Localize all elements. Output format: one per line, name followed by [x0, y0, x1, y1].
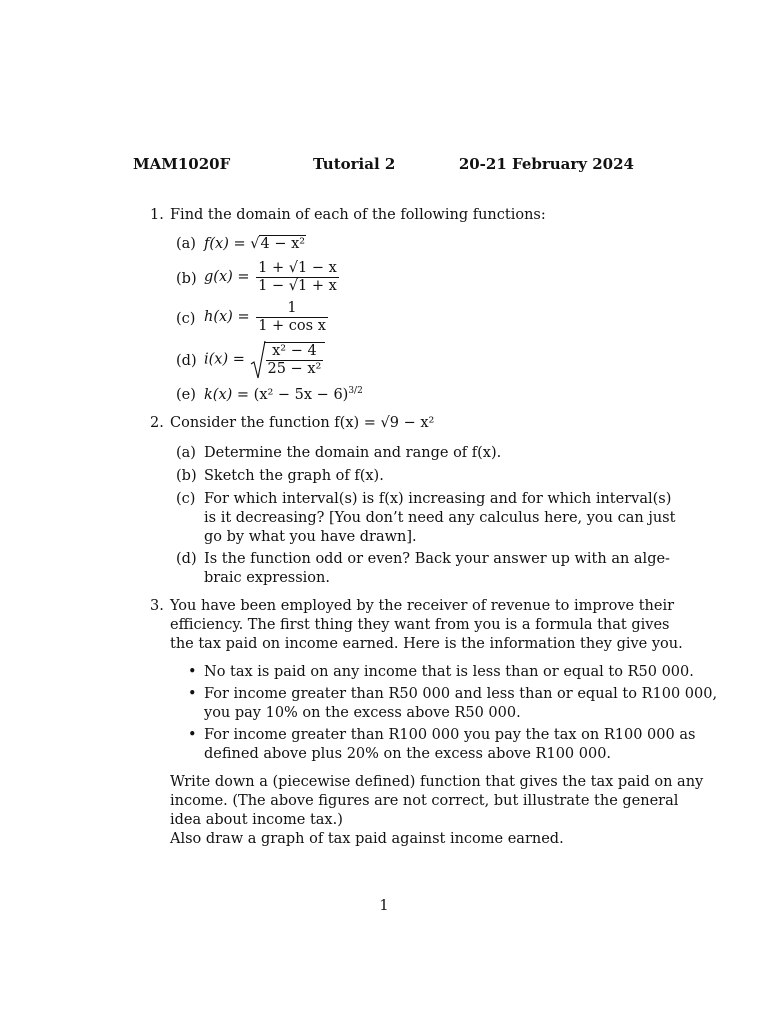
- fraction: [266, 343, 324, 377]
- course-code: MAM1020F: [133, 155, 231, 173]
- denominator: 25 − x²: [267, 360, 322, 377]
- radical-sign: [250, 340, 266, 380]
- function-lhs: h(x) =: [204, 309, 250, 326]
- header: [133, 155, 634, 177]
- function-lhs: f(x) =: [204, 236, 246, 252]
- part-text-line: Is the function odd or even? Back your answer up with an alge-: [204, 551, 670, 567]
- part-label: (b): [176, 468, 197, 484]
- part-label: (b): [176, 271, 197, 287]
- part-label: (a): [176, 236, 196, 252]
- tutorial-date: 20-21 February 2024: [458, 155, 634, 173]
- numerator: x² − 4: [266, 343, 324, 361]
- part-text-line: is it decreasing? [You don’t need any calculus here, you can just: [204, 509, 676, 526]
- bullet-marker: •: [188, 727, 197, 743]
- question-text-line: efficiency. The first thing they want from you is a formula that gives: [170, 616, 670, 633]
- fraction: [256, 300, 328, 334]
- function-lhs: k(x) =: [204, 387, 250, 403]
- denominator: 1 − √1 + x: [258, 277, 337, 294]
- function-lhs: g(x) =: [204, 269, 250, 286]
- question-text: Find the domain of each of the following functions:: [170, 207, 546, 223]
- numerator: 1 + √1 − x: [258, 260, 337, 276]
- question-number: 2.: [150, 415, 164, 431]
- part-label: (c): [176, 491, 196, 507]
- part-label: (c): [176, 311, 196, 327]
- question-text-line: You have been employed by the receiver of revenue to improve their: [170, 598, 675, 614]
- part-label: (a): [176, 445, 196, 461]
- part-text-line: go by what you have drawn].: [204, 528, 417, 545]
- bullet-text-line: For income greater than R50 000 and less than or equal to R100 000,: [204, 686, 718, 702]
- exponent: 3/2: [348, 386, 363, 397]
- question-text: Consider the function f(x) = √9 − x²: [170, 415, 435, 431]
- paragraph-line: Write down a (piecewise defined) function that gives the tax paid on any: [170, 774, 704, 790]
- bullet-text: No tax is paid on any income that is less than or equal to R50 000.: [204, 664, 694, 680]
- paragraph-line: idea about income tax.): [170, 811, 343, 828]
- part-label: (d): [176, 551, 197, 567]
- paragraph-line: Also draw a graph of tax paid against income earned.: [170, 830, 564, 847]
- page-number: 1: [379, 898, 389, 914]
- closing-paragraph: [170, 773, 704, 848]
- denominator: 1 + cos x: [258, 317, 326, 334]
- part-text: Sketch the graph of f(x).: [204, 468, 384, 484]
- tutorial-title: Tutorial 2: [313, 155, 396, 173]
- question-number: 3.: [150, 598, 164, 614]
- bullet-marker: •: [188, 686, 197, 702]
- part-text: Determine the domain and range of f(x).: [204, 445, 502, 461]
- numerator: 1: [256, 300, 328, 318]
- sqrt-expression: √4 − x²: [250, 236, 306, 252]
- part-text-line: For which interval(s) is f(x) increasing and for which interval(s): [204, 491, 672, 507]
- bullet-text-line: For income greater than R100 000 you pay the tax on R100 000 as: [204, 727, 696, 743]
- bullet-text-line: defined above plus 20% on the excess above R100 000.: [204, 745, 612, 762]
- bullet-marker: •: [188, 664, 197, 680]
- part-label: (d): [176, 353, 197, 369]
- part-label: (e): [176, 387, 196, 403]
- question-text-line: the tax paid on income earned. Here is the information they give you.: [170, 635, 683, 652]
- part-text-line: braic expression.: [204, 569, 330, 586]
- function-lhs: i(x) =: [204, 351, 245, 368]
- bullet-text-line: you pay 10% on the excess above R50 000.: [204, 704, 521, 721]
- paragraph-line: income. (The above figures are not correct, but illustrate the general: [170, 792, 679, 809]
- fraction: [256, 260, 339, 294]
- radical: [250, 342, 326, 377]
- question-number: 1.: [150, 207, 164, 223]
- polynomial-expression: (x² − 5x − 6): [253, 387, 349, 403]
